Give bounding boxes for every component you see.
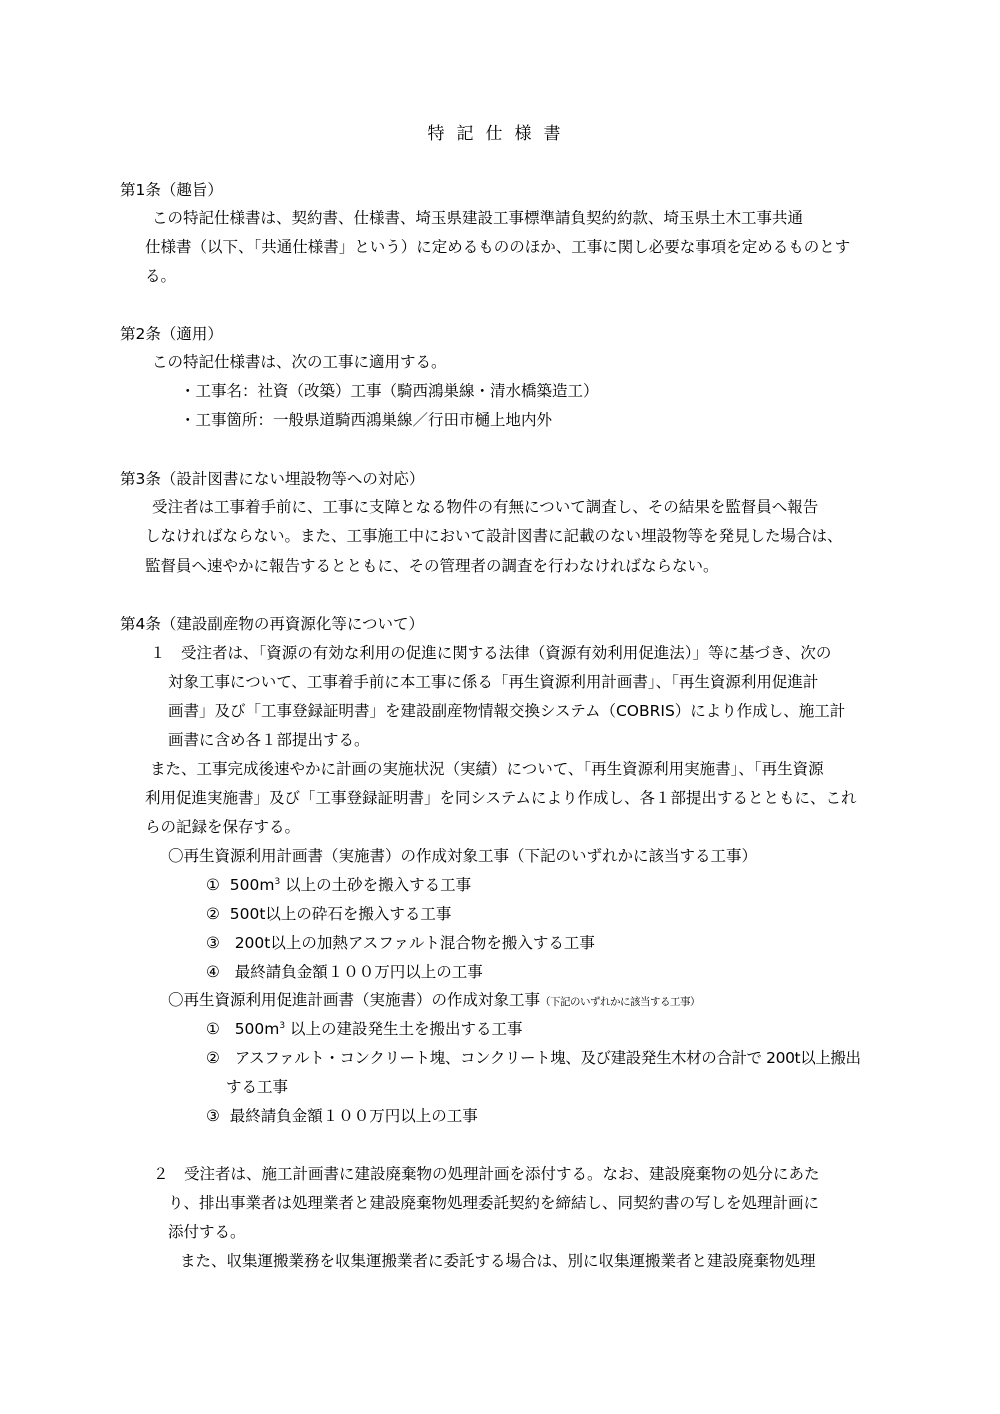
list-text: 以上の建設発生土を搬出する工事 (285, 1020, 523, 1038)
list1-heading: 〇再生資源利用計画書（実施書）の作成対象工事（下記のいずれかに該当する工事） (168, 847, 758, 865)
list-number: ② (206, 905, 220, 923)
article4-para1b-line: 利用促進実施書」及び「工事登録証明書」を同システムにより作成し、各１部提出するとともに、これ (145, 789, 857, 807)
article2-intro: この特記仕様書は、次の工事に適用する。 (152, 353, 447, 371)
list1-item (206, 962, 483, 982)
article4-para2-line: 添付する。 (168, 1223, 246, 1241)
list-text: 最終請負金額１００万円以上の工事 (229, 1107, 478, 1125)
list-text: 以上の土砂を搬入する工事 (280, 876, 472, 894)
list1-item (206, 904, 451, 924)
article4-para1b-line: また、工事完成後速やかに計画の実施状況（実績）について、「再生資源利用実施書」、「再生資源 (150, 760, 824, 778)
article4-para1-line: 画書」及び「工事登録証明書」を建設副産物情報交換システム（COBRIS）により作成し、施工計 (168, 702, 846, 720)
article4-para1-line: 画書に含め各１部提出する。 (168, 731, 370, 749)
document-title: 特記仕様書 (427, 124, 573, 144)
list-text: 500t以上の砕石を搬入する工事 (229, 905, 452, 923)
article2-item: ・工事箇所：一般県道騎西鴻巣線／行田市樋上地内外 (180, 411, 553, 429)
list2-heading-note: （下記のいずれかに該当する工事） (540, 996, 701, 1008)
article4-para1-line: 対象工事について、工事着手前に本工事に係る「再生資源利用計画書」、「再生資源利用促進計 (168, 673, 819, 691)
article4-para1-line: １ 受注者は、「資源の有効な利用の促進に関する法律（資源有効利用促進法）」等に基づき、次の (150, 644, 832, 662)
list-number: ① (206, 1020, 220, 1038)
list-number: ③ (206, 934, 220, 952)
list2-item (206, 1048, 861, 1068)
list2-item (206, 1106, 478, 1126)
article4-para2-line: ２ 受注者は、施工計画書に建設廃棄物の処理計画を添付する。なお、建設廃棄物の処分にあた (153, 1165, 820, 1183)
article1-line: 仕様書（以下、「共通仕様書」という）に定めるもののほか、工事に関し必要な事項を定めるものとす (145, 238, 851, 256)
list2-item-continuation: する工事 (226, 1078, 289, 1096)
list-text: アスファルト・コンクリート塊、コンクリート塊、及び建設発生木材の合計で 200t以上搬出 (234, 1049, 861, 1067)
list-text: 200t以上の加熱アスファルト混合物を搬入する工事 (234, 934, 595, 952)
list-number: ② (206, 1049, 220, 1067)
article4-heading: 第4条（建設副産物の再資源化等について） (120, 615, 425, 633)
list-number: ④ (206, 963, 220, 981)
article3-line: 監督員へ速やかに報告するとともに、その管理者の調査を行わなければならない。 (145, 557, 719, 575)
list2-item (206, 1019, 523, 1039)
article2-heading: 第2条（適用） (120, 325, 223, 343)
list1-item (206, 933, 595, 953)
article4-para2b-line: また、収集運搬業務を収集運搬業者に委託する場合は、別に収集運搬業者と建設廃棄物処理 (180, 1252, 816, 1270)
list-text: 最終請負金額１００万円以上の工事 (234, 963, 483, 981)
article1-heading: 第1条（趣旨） (120, 181, 223, 199)
list-number: ① (206, 876, 220, 894)
article2-item: ・工事名：社資（改築）工事（騎西鴻巣線・清水橋築造工） (180, 382, 599, 400)
article4-para2-line: り、排出事業者は処理業者と建設廃棄物処理委託契約を締結し、同契約書の写しを処理計画に (168, 1194, 820, 1212)
article1-line: この特記仕様書は、契約書、仕様書、埼玉県建設工事標準請負契約約款、埼玉県土木工事共通 (152, 209, 804, 227)
list1-item (206, 875, 471, 895)
article4-para1b-line: らの記録を保存する。 (145, 818, 301, 836)
list-text: 500m (234, 1020, 280, 1038)
article3-line: しなければならない。また、工事施工中において設計図書に記載のない埋設物等を発見した場合は、 (145, 527, 843, 545)
superscript: 3 (274, 876, 281, 887)
list-number: ③ (206, 1107, 220, 1125)
list2-heading-text: 〇再生資源利用促進計画書（実施書）の作成対象工事 (168, 991, 541, 1009)
article1-line: る。 (145, 267, 177, 285)
list-text: 500m (229, 876, 275, 894)
list2-heading (168, 990, 700, 1010)
superscript: 3 (279, 1020, 286, 1031)
article3-line: 受注者は工事着手前に、工事に支障となる物件の有無について調査し、その結果を監督員へ報告 (152, 498, 819, 516)
article3-heading: 第3条（設計図書にない埋設物等への対応） (120, 470, 425, 488)
